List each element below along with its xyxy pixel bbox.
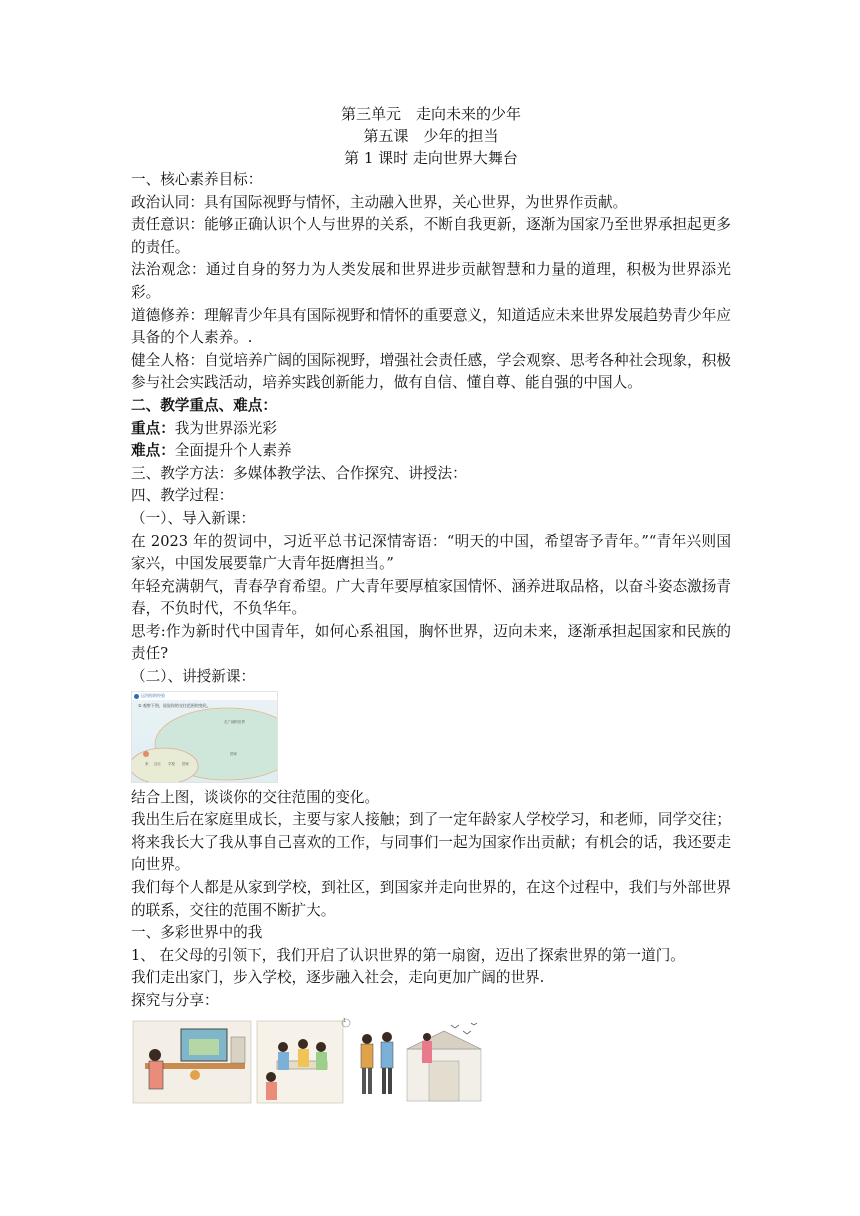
- explore-illustration: [131, 1017, 484, 1105]
- range-ellipses: [132, 692, 277, 782]
- explore-share-label: 探究与分享：: [131, 992, 219, 1009]
- difficult-point: [131, 440, 731, 463]
- label-home: 家: [145, 761, 149, 766]
- body-paragraph: 我们每个人都是从家到学校，到社区，到国家并走向世界的，在这个过程中，我们与外部世界的联系，交往的范围不断扩大。: [131, 879, 731, 919]
- label-school: 学校: [168, 761, 175, 766]
- section-heading-process: 四、教学过程：: [131, 487, 234, 505]
- intro-heading: （一）、导入新课：: [131, 509, 256, 527]
- section-heading-goals: 一、核心素养目标：: [131, 171, 263, 188]
- body-paragraph: 我们走出家门，步入学校，逐步融入社会，走向更加广阔的世界.: [131, 969, 545, 987]
- body-paragraph: 结合上图，谈谈你的交往范围的变化。: [131, 788, 380, 806]
- intro-paragraph: 思考:作为新时代中国青年，如何心系祖国，胸怀世界，迈向未来，逐渐承担起国家和民族的责任?: [131, 622, 731, 663]
- goal-item: 法治观念：通过自身的努力为人类发展和世界进步贡献智慧和力量的道理，积极为世界添光彩。: [131, 261, 731, 301]
- panel-number-badge: 1: [343, 1017, 347, 1024]
- label-nation-small: 国家: [182, 761, 189, 766]
- figure-header-label: 运用你的经验: [141, 692, 165, 698]
- body-paragraph: 我出生后在家庭里成长，主要与家人接触；到了一定年龄家人学校学习，和老师，同学交往；将来我长大了我从事自己喜欢的工作，与同事们一起为国家作出贡献；有机会的话，我还要走向世界。: [131, 811, 731, 874]
- goal-item: 道德修养：理解青少年具有国际视野和情怀的重要意义，知道适应未来世界发展趋势青少年应具备的个人素养。.: [131, 306, 731, 347]
- difficult-point-label: 难点：: [131, 442, 175, 460]
- goal-item: 政治认同：具有国际视野与情怀，主动融入世界，关心世界，为世界作贡献。: [131, 193, 628, 211]
- label-nation: 国家: [230, 751, 237, 756]
- goal-item: 责任意识：能够正确认识个人与世界的关系，不断自我更新，逐渐为国家乃至世界承担起更多的责任。: [131, 216, 731, 256]
- unit-title: 第三单元 走向未来的少年: [340, 105, 521, 123]
- interaction-range-figure: [131, 691, 278, 783]
- key-point: [131, 418, 731, 441]
- section-heading-keypoints: 二、教学重点、难点：: [131, 396, 277, 414]
- section-methods: 三、教学方法：多媒体教学法、合作探究、讲授法：: [131, 464, 467, 482]
- key-point-text: 我为世界添光彩: [174, 419, 277, 437]
- label-community: 社区: [154, 761, 161, 766]
- body-paragraph: 1、 在父母的引领下，我们开启了认识世界的第一扇窗，迈出了探索世界的第一道门。: [131, 946, 685, 964]
- difficult-point-text: 全面提升个人素养: [174, 442, 292, 460]
- document-page: [131, 103, 731, 1105]
- lesson-title: 第五课 少年的担当: [363, 127, 499, 145]
- teach-heading: （二）、讲授新课：: [131, 668, 256, 686]
- intro-paragraph: 年轻充满朝气，青春孕育希望。广大青年要厚植家国情怀、涵养进取品格，以奋斗姿态激扬青春，不负时代，不负华年。: [131, 577, 731, 618]
- subsection-heading: 一、多彩世界中的我: [131, 924, 263, 942]
- intro-paragraph: 在 2023 年的贺词中，习近平总书记深情寄语：“明天的中国，希望寄予青年。”“青年兴则国家兴，中国发展要靠广大青年挺膺担当。”: [131, 532, 731, 573]
- label-world: 走广阔的世界: [224, 719, 245, 724]
- figure-prompt: ② 观察下图，说说你的交往范围的变化。: [138, 702, 211, 708]
- key-point-label: 重点：: [131, 419, 175, 437]
- period-title: 第 1 课时 走向世界大舞台: [344, 149, 518, 167]
- goal-item: 健全人格：自觉培养广阔的国际视野，增强社会责任感，学会观察、思考各种社会现象，积极参与社会实践活动，培养实践创新能力，做有自信、懂自尊、能自强的中国人。: [131, 351, 731, 392]
- explore-illustration-drawing: [131, 1017, 484, 1105]
